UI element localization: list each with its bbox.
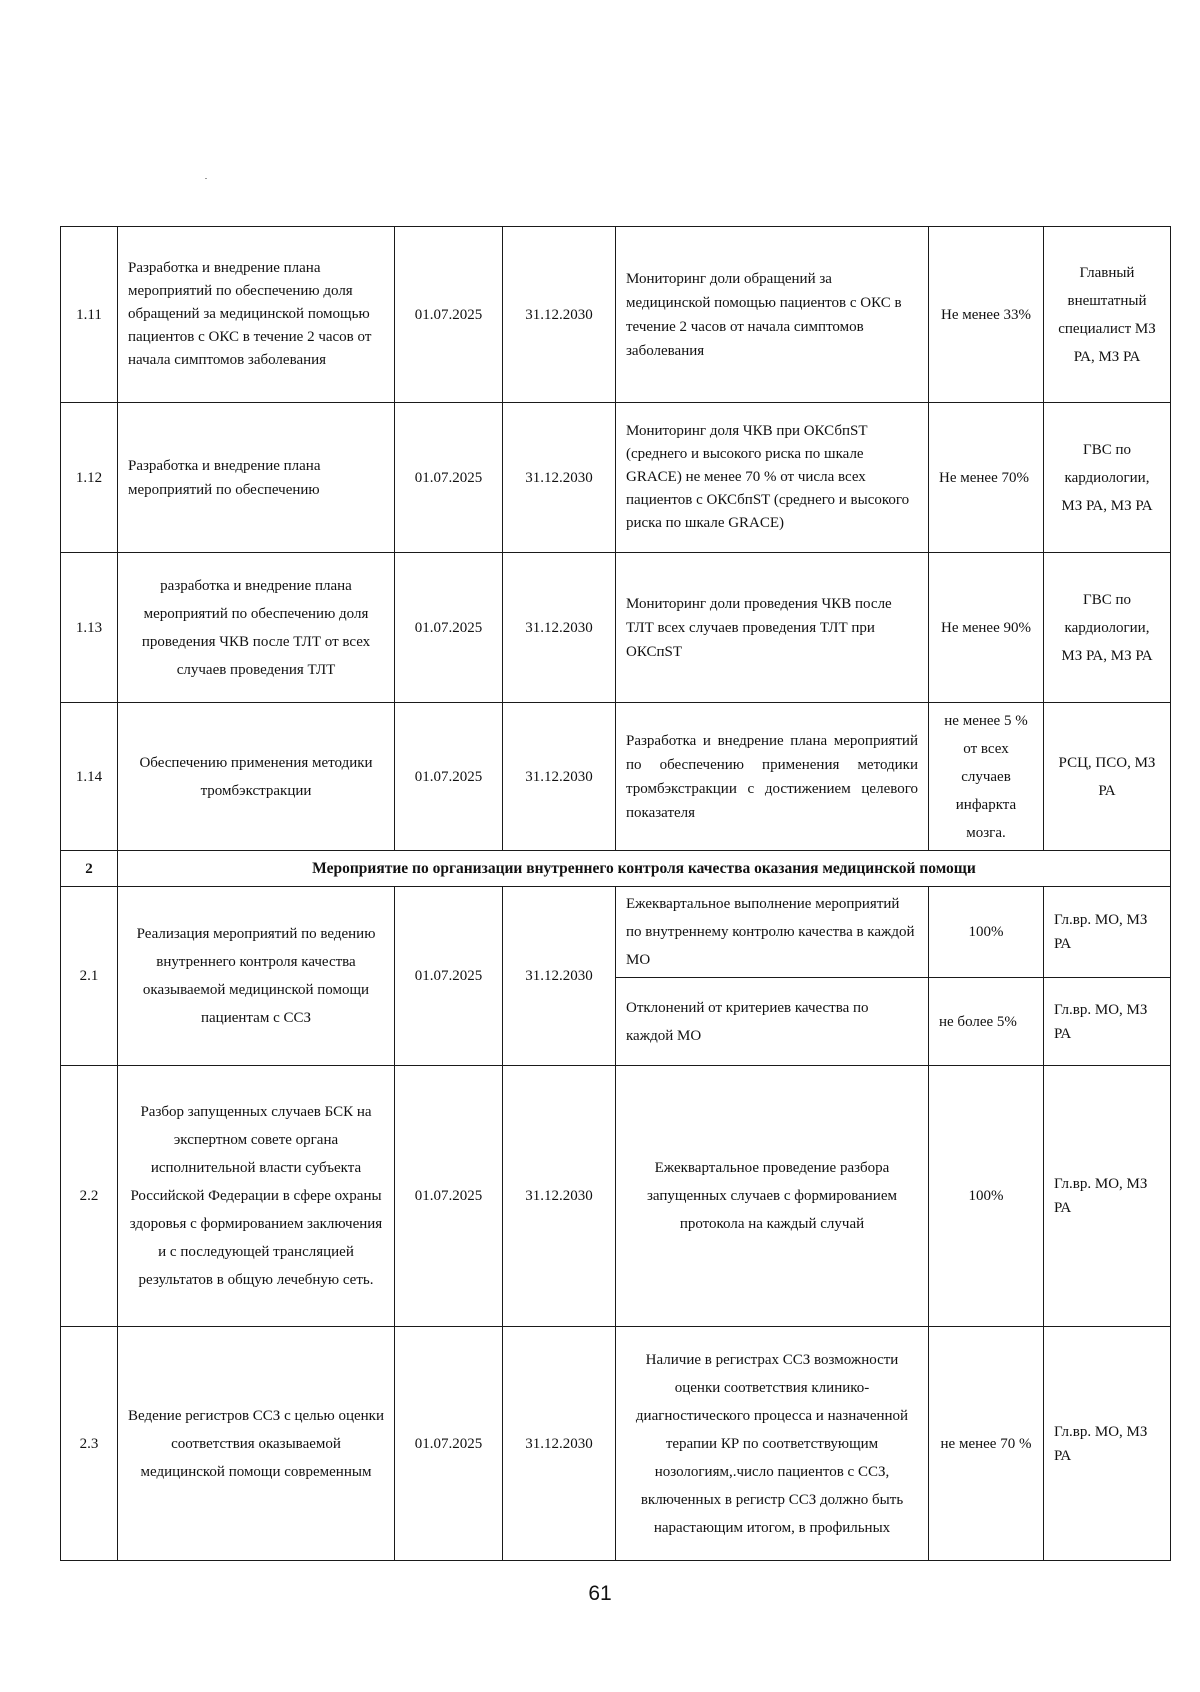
measure-name: Реализация мероприятий по ведению внутреннего контроля качества оказываемой медицинской помощи пациентам с ССЗ (118, 887, 395, 1066)
start-date: 01.07.2025 (395, 227, 503, 403)
monitoring-text: Наличие в регистрах ССЗ возможности оценки соответствия клинико-диагностического процесса и назначенной терапии КР по соответствующим нозологиям,.число пациентов с ССЗ, включенных в регистр ССЗ должно быть нарастающим итогом, в профильных (616, 1327, 929, 1561)
measure-name: Ведение регистров ССЗ с целью оценки соответствия оказываемой медицинской помощи современным (118, 1327, 395, 1561)
target-value: 100% (929, 1066, 1044, 1327)
monitoring-text: Ежеквартальное проведение разбора запущенных случаев с формированием протокола на каждый случай (616, 1066, 929, 1327)
table-row (61, 1066, 1171, 1327)
end-date: 31.12.2030 (503, 1066, 616, 1327)
table-row (61, 887, 1171, 978)
responsible: ГВС по кардиологии, МЗ РА, МЗ РА (1044, 553, 1171, 703)
table-row (61, 1327, 1171, 1561)
end-date: 31.12.2030 (503, 227, 616, 403)
end-date: 31.12.2030 (503, 1327, 616, 1561)
responsible: Гл.вр. МО, МЗ РА (1044, 1066, 1171, 1327)
monitoring-text: Мониторинг доли обращений за медицинской помощью пациентов с ОКС в течение 2 часов от начала симптомов заболевания (616, 227, 929, 403)
target-value: не менее 5 % от всех случаев инфаркта мозга. (929, 703, 1044, 851)
start-date: 01.07.2025 (395, 887, 503, 1066)
responsible: Главный внештатный специалист МЗ РА, МЗ РА (1044, 227, 1171, 403)
target-value: Не менее 33% (929, 227, 1044, 403)
monitoring-text: Мониторинг доля ЧКВ при ОКСбпST (среднего и высокого риска по шкале GRACE) не менее 70 % от числа всех пациентов с ОКСбпST (среднего и высокого риска по шкале GRACE) (616, 403, 929, 553)
row-number: 1.12 (61, 403, 118, 553)
measure-name: Обеспечению применения методики тромбэкстракции (118, 703, 395, 851)
target-value: не более 5% (929, 978, 1044, 1066)
table-row (61, 553, 1171, 703)
target-value: не менее 70 % (929, 1327, 1044, 1561)
measure-name: Разработка и внедрение плана мероприятий по обеспечению доля обращений за медицинской помощью пациентов с ОКС в течение 2 часов от начала симптомов заболевания (118, 227, 395, 403)
end-date: 31.12.2030 (503, 553, 616, 703)
table-row (61, 403, 1171, 553)
end-date: 31.12.2030 (503, 403, 616, 553)
measure-name: разработка и внедрение плана мероприятий по обеспечению доля проведения ЧКВ после ТЛТ от всех случаев проведения ТЛТ (118, 553, 395, 703)
measures-table (60, 226, 1171, 1561)
section-header-row (61, 851, 1171, 887)
responsible: Гл.вр. МО, МЗ РА (1044, 1327, 1171, 1561)
table-row (61, 703, 1171, 851)
section-title: Мероприятие по организации внутреннего контроля качества оказания медицинской помощи (118, 851, 1171, 887)
scan-speck (205, 178, 207, 179)
start-date: 01.07.2025 (395, 403, 503, 553)
start-date: 01.07.2025 (395, 703, 503, 851)
end-date: 31.12.2030 (503, 887, 616, 1066)
table-row (61, 227, 1171, 403)
start-date: 01.07.2025 (395, 1066, 503, 1327)
end-date: 31.12.2030 (503, 703, 616, 851)
responsible: Гл.вр. МО, МЗ РА (1044, 978, 1171, 1066)
page-number: 61 (588, 1582, 612, 1605)
row-number: 2.2 (61, 1066, 118, 1327)
monitoring-text: Отклонений от критериев качества по каждой МО (616, 978, 929, 1066)
section-number: 2 (61, 851, 118, 887)
row-number: 1.11 (61, 227, 118, 403)
monitoring-text: Ежеквартальное выполнение мероприятий по внутреннему контролю качества в каждой МО (616, 887, 929, 978)
start-date: 01.07.2025 (395, 553, 503, 703)
responsible: ГВС по кардиологии, МЗ РА, МЗ РА (1044, 403, 1171, 553)
measure-name: Разработка и внедрение плана мероприятий по обеспечению (118, 403, 395, 553)
target-value: Не менее 70% (929, 403, 1044, 553)
row-number: 1.14 (61, 703, 118, 851)
row-number: 2.1 (61, 887, 118, 1066)
monitoring-text: Мониторинг доли проведения ЧКВ после ТЛТ всех случаев проведения ТЛТ при ОКСпST (616, 553, 929, 703)
responsible: РСЦ, ПСО, МЗ РА (1044, 703, 1171, 851)
start-date: 01.07.2025 (395, 1327, 503, 1561)
target-value: 100% (929, 887, 1044, 978)
monitoring-text: Разработка и внедрение плана мероприятий по обеспечению применения методики тромбэкстракции с достижением целевого показателя (616, 703, 929, 851)
target-value: Не менее 90% (929, 553, 1044, 703)
measure-name: Разбор запущенных случаев БСК на экспертном совете органа исполнительной власти субъекта Российской Федерации в сфере охраны здоровья с формированием заключения и с последующей трансляцией результатов в общую лечебную сеть. (118, 1066, 395, 1327)
responsible: Гл.вр. МО, МЗ РА (1044, 887, 1171, 978)
row-number: 2.3 (61, 1327, 118, 1561)
row-number: 1.13 (61, 553, 118, 703)
